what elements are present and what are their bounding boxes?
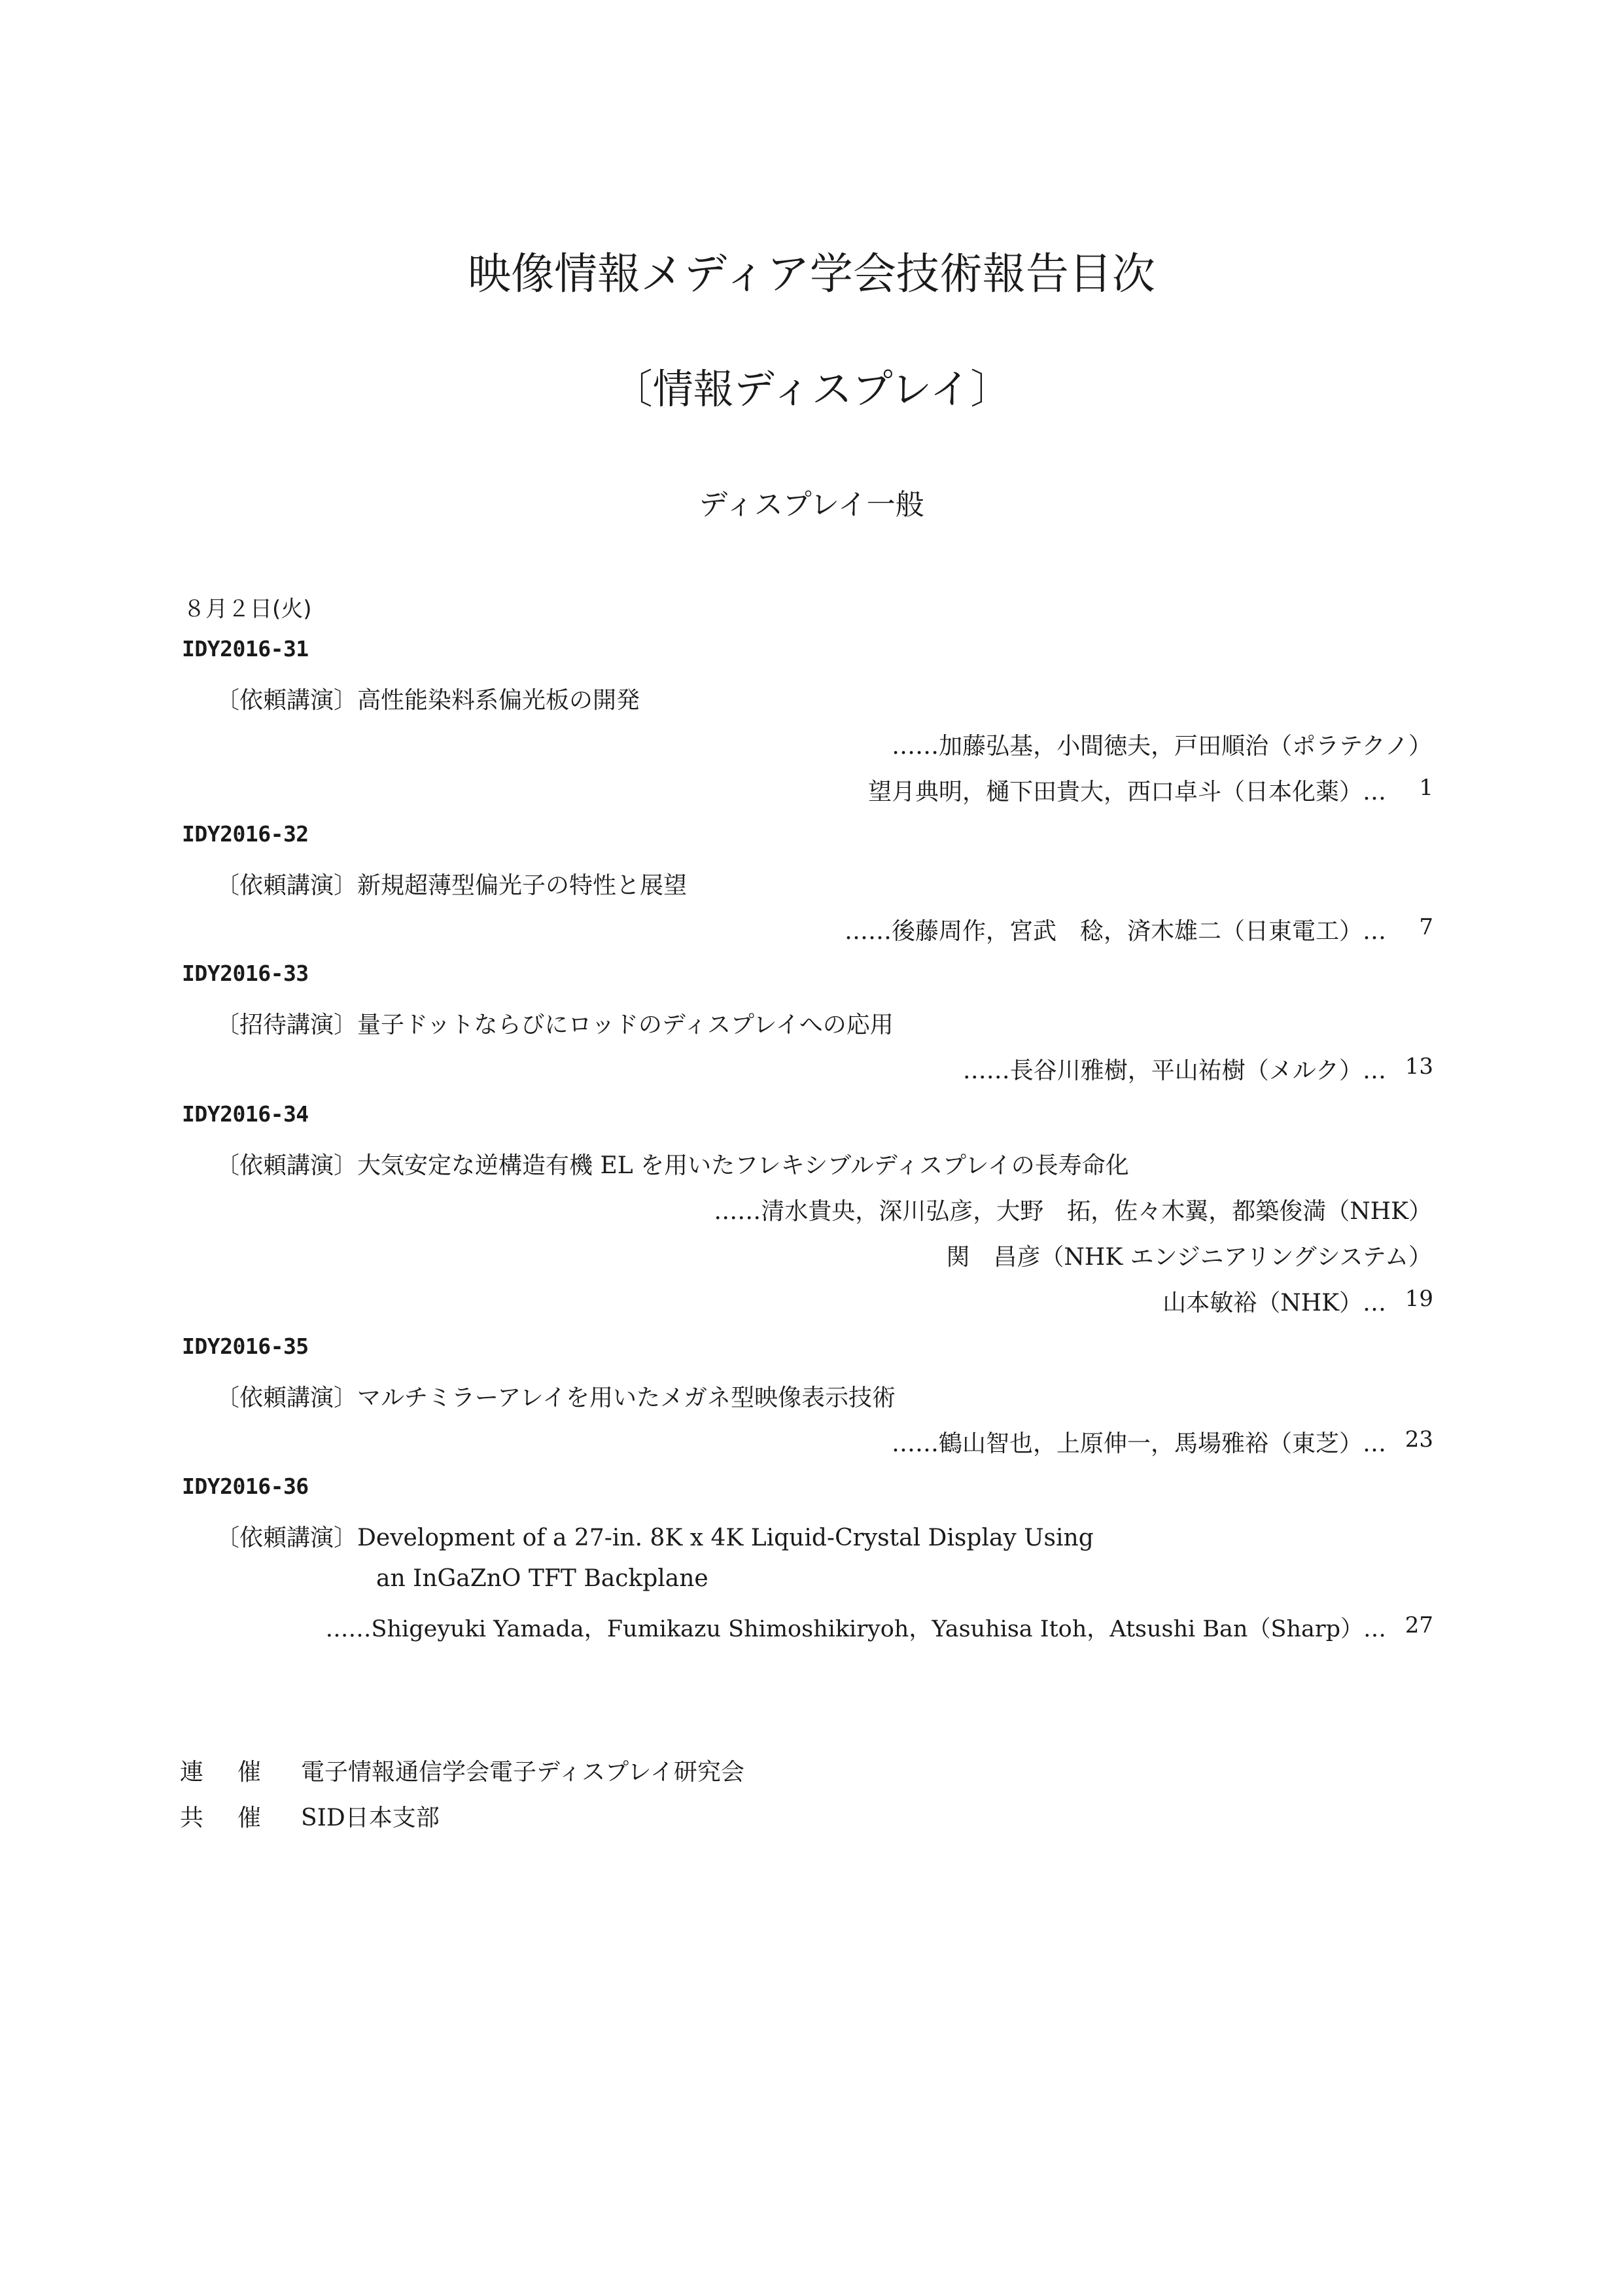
sponsor-label: 共催 xyxy=(180,1805,296,1831)
author-line: ……清水貴央，深川弘彦，大野 拓，佐々木翼，都築俊満（NHK） xyxy=(714,1198,1432,1225)
paper-title: 〔依頼講演〕Development of a 27-in. 8K x 4K Liquid-Crystal Display Using xyxy=(216,1525,1094,1551)
paper-id: IDY2016-32 xyxy=(182,821,309,847)
author-line: ……長谷川雅樹，平山祐樹（メルク）… xyxy=(962,1057,1386,1084)
paper-id: IDY2016-31 xyxy=(182,636,309,662)
page-subtitle: 〔情報ディスプレイ〕 xyxy=(612,365,1011,413)
sponsor-label: 連催 xyxy=(180,1759,296,1786)
page-number: 13 xyxy=(1405,1053,1433,1080)
paper-id: IDY2016-36 xyxy=(182,1474,309,1499)
author-line: 関 昌彦（NHK エンジニアリングシステム） xyxy=(946,1244,1432,1271)
paper-id: IDY2016-35 xyxy=(182,1333,309,1359)
paper-id: IDY2016-33 xyxy=(182,961,309,986)
author-line: ……Shigeyuki Yamada，Fumikazu Shimoshikiryoh，Yasuhisa Itoh，Atsushi Ban（Sharp）… xyxy=(325,1616,1386,1642)
author-line: ……後藤周作，宮武 稔，済木雄二（日東電工）… xyxy=(844,918,1386,945)
sponsor-value: 電子情報通信学会電子ディスプレイ研究会 xyxy=(301,1759,744,1786)
page-number: 19 xyxy=(1405,1286,1433,1312)
paper-title: 〔依頼講演〕大気安定な逆構造有機 EL を用いたフレキシブルディスプレイの長寿命化 xyxy=(216,1152,1129,1179)
page-number: 23 xyxy=(1405,1426,1433,1453)
paper-id: IDY2016-34 xyxy=(182,1101,309,1127)
author-line: ……加藤弘基，小間徳夫，戸田順治（ポラテクノ） xyxy=(892,733,1432,760)
session-date: ８月２日(火) xyxy=(183,596,312,622)
page-number: 1 xyxy=(1419,775,1433,801)
author-line: 山本敏裕（NHK）… xyxy=(1162,1290,1386,1316)
page-number: 7 xyxy=(1419,914,1433,940)
paper-title: 〔依頼講演〕高性能染料系偏光板の開発 xyxy=(216,687,640,714)
page-title: 映像情報メディア学会技術報告目次 xyxy=(468,249,1155,299)
paper-title: 〔依頼講演〕新規超薄型偏光子の特性と展望 xyxy=(216,872,688,899)
section-heading: ディスプレイ一般 xyxy=(699,488,924,521)
paper-title: 〔招待講演〕量子ドットならびにロッドのディスプレイへの応用 xyxy=(216,1012,894,1038)
page-number: 27 xyxy=(1405,1612,1433,1638)
sponsor-value: SID日本支部 xyxy=(301,1805,440,1831)
paper-title-continued: an InGaZnO TFT Backplane xyxy=(376,1565,708,1592)
author-line: ……鶴山智也，上原伸一，馬場雅裕（東芝）… xyxy=(891,1430,1386,1457)
author-line: 望月典明，樋下田貴大，西口卓斗（日本化薬）… xyxy=(867,779,1386,805)
paper-title: 〔依頼講演〕マルチミラーアレイを用いたメガネ型映像表示技術 xyxy=(216,1385,896,1411)
